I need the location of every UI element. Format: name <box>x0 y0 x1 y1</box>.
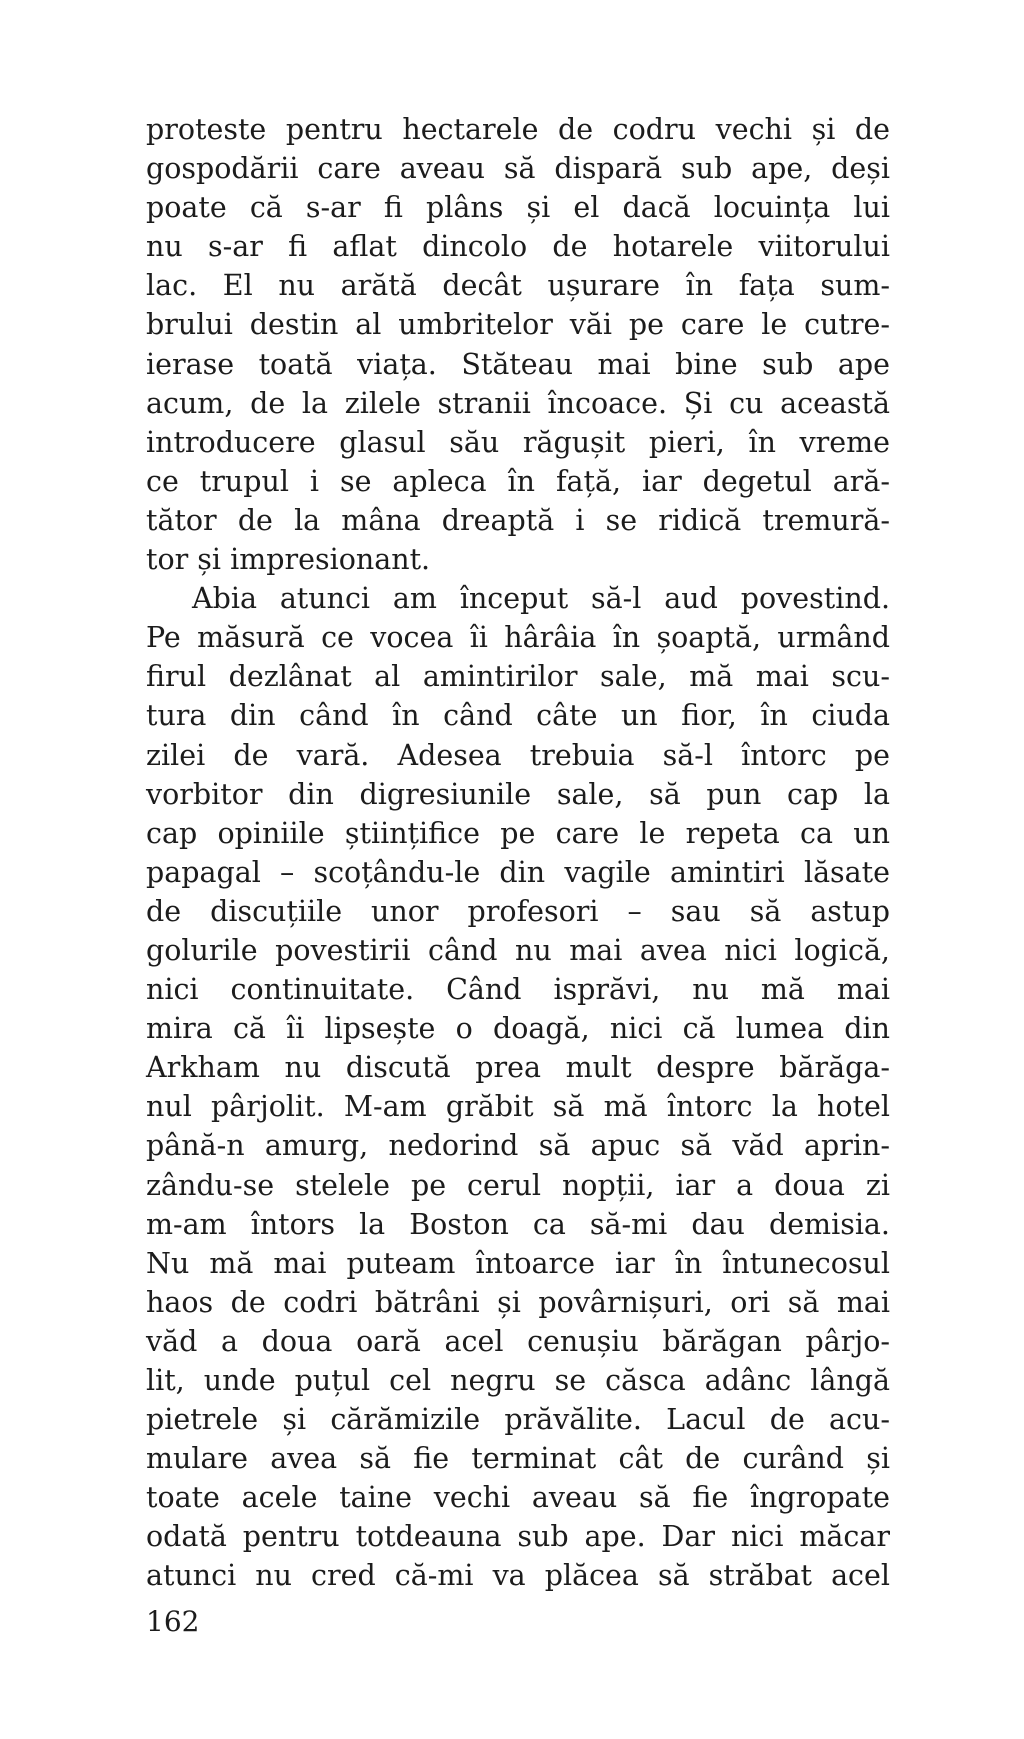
text-line: haos de codri bătrâni și povârnișuri, ori să mai <box>146 1285 890 1319</box>
text-line: ce trupul i se apleca în față, iar degetul ară- <box>146 464 890 498</box>
text-line: tura din când în când câte un fior, în ciuda <box>146 699 890 733</box>
text-line: atunci nu cred că-mi va plăcea să străbat acel <box>146 1559 890 1593</box>
text-line: nu s-ar fi aflat dincolo de hotarele viitorului <box>146 230 890 264</box>
text-line: mira că îi lipsește o doagă, nici că lumea din <box>146 1012 890 1046</box>
text-line: brului destin al umbritelor văi pe care le cutre- <box>146 308 890 342</box>
text-line: golurile povestirii când nu mai avea nici logică, <box>146 933 890 967</box>
text-line: proteste pentru hectarele de codru vechi și de <box>146 113 890 146</box>
text-line: de discuțiile unor profesori – sau să astup <box>146 894 890 928</box>
text-line: Arkham nu discută prea mult despre bărăga- <box>146 1051 890 1085</box>
text-line: tător de la mâna dreaptă i se ridică tremură- <box>146 503 890 537</box>
text-line: Pe măsură ce vocea îi hârâia în șoaptă, urmând <box>146 621 890 655</box>
text-line: zându-se stelele pe cerul nopții, iar a doua zi <box>146 1168 890 1202</box>
text-line: odată pentru totdeauna sub ape. Dar nici măcar <box>146 1520 890 1554</box>
text-line: mulare avea să fie terminat cât de curând și <box>146 1442 890 1476</box>
page-number: 162 <box>146 1605 200 1638</box>
paragraph-2 <box>146 579 890 1595</box>
text-line: ierase toată viața. Stăteau mai bine sub ape <box>146 347 890 381</box>
text-line: gospodării care aveau să dispară sub ape, deși <box>146 152 890 186</box>
text-line: poate că s-ar fi plâns și el dacă locuința lui <box>146 191 890 225</box>
body-text <box>146 110 890 1596</box>
text-line: tor și impresionant. <box>146 543 431 577</box>
text-line: papagal – scoțându-le din vagile amintiri lăsate <box>146 855 890 889</box>
text-line: cap opiniile științifice pe care le repeta ca un <box>146 816 890 850</box>
text-line: văd a doua oară acel cenușiu bărăgan pârjo- <box>146 1324 890 1358</box>
text-line: firul dezlânat al amintirilor sale, mă mai scu- <box>146 660 890 694</box>
text-line: Nu mă mai puteam întoarce iar în întunecosul <box>146 1246 890 1280</box>
text-line: Abia atunci am început să-l aud povestind. <box>192 582 890 616</box>
text-line: pietrele și cărămizile prăvălite. Lacul de acu- <box>146 1403 890 1437</box>
text-line: până-n amurg, nedorind să apuc să văd aprin- <box>146 1129 890 1163</box>
text-line: toate acele taine vechi aveau să fie îngropate <box>146 1481 890 1515</box>
text-line: zilei de vară. Adesea trebuia să-l întorc pe <box>146 738 890 772</box>
text-line: lit, unde puțul cel negru se căsca adânc lângă <box>146 1364 890 1397</box>
text-line: lac. El nu arătă decât ușurare în fața sum- <box>146 269 890 303</box>
text-line: nici continuitate. Când isprăvi, nu mă mai <box>146 973 890 1007</box>
text-line: m-am întors la Boston ca să-mi dau demisia. <box>146 1207 890 1241</box>
text-line: nul pârjolit. M-am grăbit să mă întorc la hotel <box>146 1090 890 1124</box>
text-line: vorbitor din digresiunile sale, să pun cap la <box>146 777 890 811</box>
text-line: acum, de la zilele stranii încoace. Și cu această <box>146 386 890 420</box>
text-line: introducere glasul său răgușit pieri, în vreme <box>146 425 890 459</box>
paragraph-1 <box>146 110 890 579</box>
